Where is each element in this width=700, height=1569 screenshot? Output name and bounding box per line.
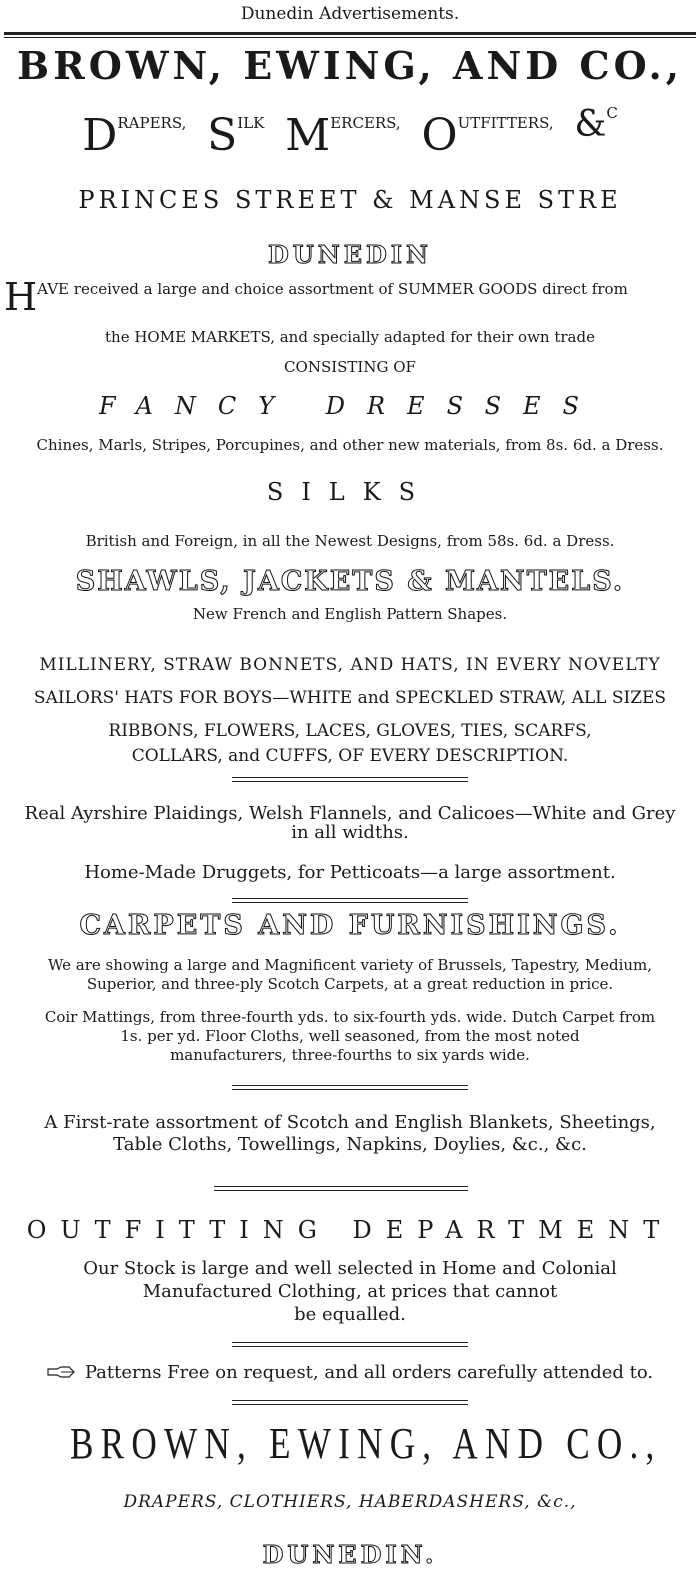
top-rule-thin [4,37,696,38]
millinery-line-2: SAILORS' HATS FOR BOYS—WHITE and SPECKLED STRAW, ALL SIZES [33,688,667,708]
town-heading: DUNEDIN [268,240,432,269]
manicule-icon [47,1365,75,1379]
trade-etc: &C [574,104,618,145]
shawls-heading: SHAWLS, JACKETS & MANTELS. [75,566,625,597]
silks-heading: SILKS [266,478,434,506]
outfitting-line-3: be equalled. [294,1304,406,1325]
intro-line-2: the HOME MARKETS, and specially adapted for their own trade [105,328,595,346]
carpets-line-4: 1s. per yd. Floor Cloths, well seasoned, from the most noted [120,1027,580,1045]
top-rule [4,32,696,35]
firm-heading: BROWN, EWING, AND CO., [17,43,683,88]
fancy-dresses-desc: Chines, Marls, Stripes, Porcupines, and other new materials, from 8s. 6d. a Dress. [36,436,664,454]
blankets-line-1: A First-rate assortment of Scotch and English Blankets, Sheetings, [44,1112,656,1133]
street-address: PRINCES STREET & MANSE STRE [78,186,622,214]
trade-silk: SILK [207,110,265,161]
section-divider [232,777,468,782]
consisting-of: CONSISTING OF [284,358,416,376]
trade-outfitters: OUTFITTERS, [421,110,554,161]
carpets-line-3: Coir Mattings, from three-fourth yds. to six-fourth yds. wide. Dutch Carpet from [44,1008,656,1026]
section-divider [232,1400,468,1405]
trades-footer: DRAPERS, CLOTHIERS, HABERDASHERS, &c., [123,1492,577,1512]
patterns-note [0,1362,700,1383]
carpets-line-5: manufacturers, three-fourths to six yards wide. [170,1046,530,1064]
section-divider [232,1342,468,1347]
running-head: Dunedin Advertisements. [240,4,460,24]
section-divider [214,1186,468,1191]
section-divider [232,1085,468,1090]
silks-desc: British and Foreign, in all the Newest Designs, from 58s. 6d. a Dress. [85,532,615,550]
millinery-line-3: RIBBONS, FLOWERS, LACES, GLOVES, TIES, SCARFS, [108,721,592,741]
carpets-line-1: We are showing a large and Magnificent variety of Brussels, Tapestry, Medium, [47,956,653,974]
trade-mercers: MERCERS, [285,110,401,161]
firm-footer: BROWN, EWING, AND CO., [70,1419,662,1468]
trades-line [0,104,700,164]
shawls-desc: New French and English Pattern Shapes. [192,605,508,623]
outfitting-heading: OUTFITTING DEPARTMENT [26,1216,674,1244]
ayrshire-line-2: in all widths. [291,822,409,843]
blankets-line-2: Table Cloths, Towellings, Napkins, Doylies, &c., &c. [113,1134,587,1155]
trade-drapers: DRAPERS, [82,110,187,161]
intro-text: AVE received a large and choice assortment of SUMMER GOODS direct from [37,280,628,298]
carpets-line-2: Superior, and three-ply Scotch Carpets, at a great reduction in price. [86,975,614,993]
patterns-note-text: Patterns Free on request, and all orders carefully attended to. [84,1362,654,1383]
carpets-heading: CARPETS AND FURNISHINGS. [79,910,621,941]
town-footer: DUNEDIN. [262,1540,438,1569]
fancy-dresses-heading: FANCY DRESSES [99,392,601,420]
millinery-line-4: COLLARS, and CUFFS, OF EVERY DESCRIPTION. [131,746,569,766]
intro-line [4,275,696,319]
ayrshire-line-1: Real Ayrshire Plaidings, Welsh Flannels, and Calicoes—White and Grey [24,803,676,824]
drop-cap: H [4,275,38,319]
outfitting-line-1: Our Stock is large and well selected in Home and Colonial [83,1258,617,1279]
druggets-line: Home-Made Druggets, for Petticoats—a large assortment. [84,862,616,883]
millinery-line-1: MILLINERY, STRAW BONNETS, AND HATS, IN EVERY NOVELTY [39,655,661,675]
outfitting-line-2: Manufactured Clothing, at prices that cannot [142,1281,558,1302]
section-divider [232,898,468,903]
